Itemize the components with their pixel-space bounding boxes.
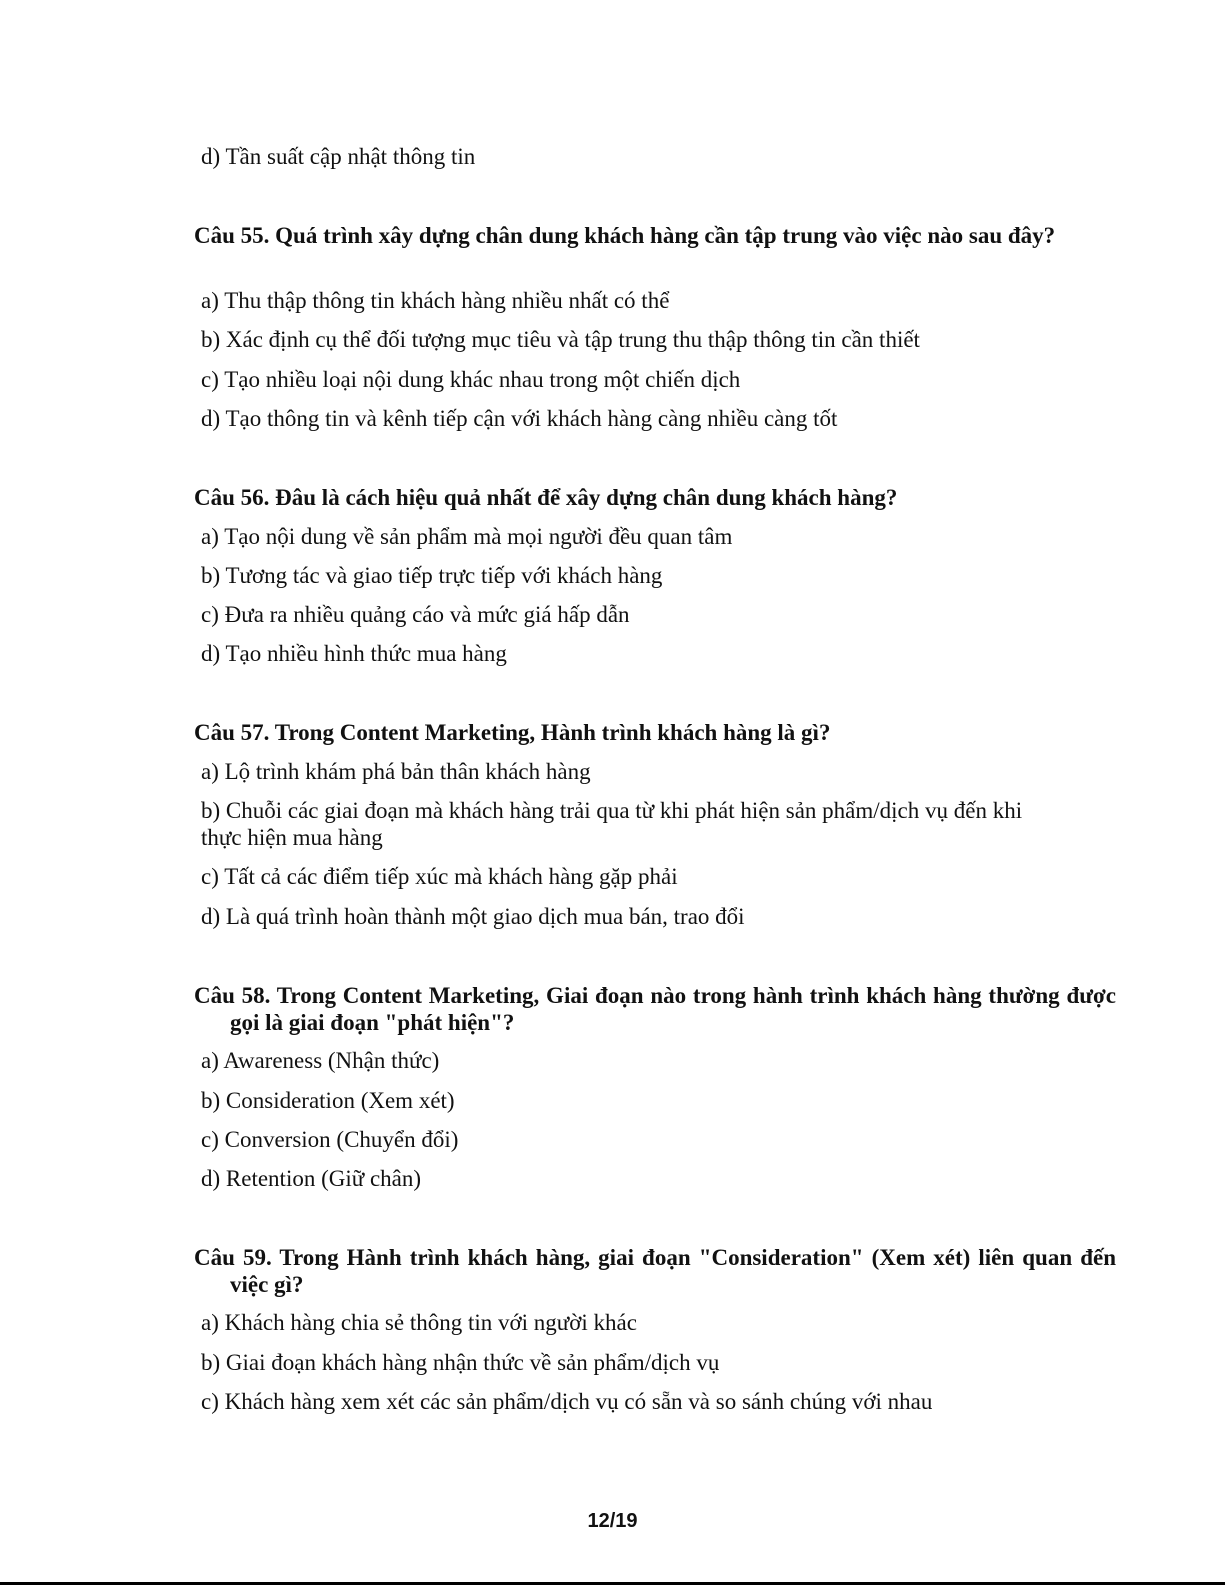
page-number: 12/19 xyxy=(587,1510,638,1532)
question-title: Câu 55. Quá trình xây dựng chân dung khách hàng cần tập trung vào việc nào sau đây? xyxy=(194,223,1056,248)
option-text: d) Tần suất cập nhật thông tin xyxy=(201,144,476,169)
option-text: d) Tạo thông tin và kênh tiếp cận với khách hàng càng nhiều càng tốt xyxy=(201,406,838,431)
question-title: Câu 56. Đâu là cách hiệu quả nhất để xây dựng chân dung khách hàng? xyxy=(194,485,898,510)
option-text: b) Xác định cụ thể đối tượng mục tiêu và tập trung thu thập thông tin cần thiết xyxy=(201,327,920,352)
question-title: Câu 59. Trong Hành trình khách hàng, giai đoạn "Consideration" (Xem xét) liên quan đến việc gì? xyxy=(194,1245,1116,1297)
option-text: c) Đưa ra nhiều quảng cáo và mức giá hấp dẫn xyxy=(201,602,630,627)
option-text: c) Tất cả các điểm tiếp xúc mà khách hàng gặp phải xyxy=(201,864,678,889)
option-text: a) Thu thập thông tin khách hàng nhiều nhất có thể xyxy=(201,288,670,313)
option-text: c) Khách hàng xem xét các sản phẩm/dịch vụ có sẵn và so sánh chúng với nhau xyxy=(201,1389,933,1414)
option-text: a) Awareness (Nhận thức) xyxy=(201,1048,440,1073)
option-text: c) Tạo nhiều loại nội dung khác nhau trong một chiến dịch xyxy=(201,367,741,392)
option-text: b) Chuỗi các giai đoạn mà khách hàng trải qua từ khi phát hiện sản phẩm/dịch vụ đến khi thực hiện mua hàng xyxy=(201,798,1023,850)
option-text: d) Là quá trình hoàn thành một giao dịch mua bán, trao đổi xyxy=(201,904,745,929)
option-text: d) Retention (Giữ chân) xyxy=(201,1166,422,1191)
question-title: Câu 57. Trong Content Marketing, Hành trình khách hàng là gì? xyxy=(194,720,831,745)
question-title: Câu 58. Trong Content Marketing, Giai đoạn nào trong hành trình khách hàng thường được gọi là giai đoạn "phát hiện"? xyxy=(194,983,1116,1035)
option-text: a) Tạo nội dung về sản phẩm mà mọi người đều quan tâm xyxy=(201,524,733,549)
option-text: c) Conversion (Chuyển đổi) xyxy=(201,1127,459,1152)
option-text: a) Lộ trình khám phá bản thân khách hàng xyxy=(201,759,591,784)
option-text: b) Giai đoạn khách hàng nhận thức về sản phẩm/dịch vụ xyxy=(201,1350,720,1375)
option-text: a) Khách hàng chia sẻ thông tin với người khác xyxy=(201,1310,637,1335)
option-text: b) Consideration (Xem xét) xyxy=(201,1088,455,1113)
option-text: d) Tạo nhiều hình thức mua hàng xyxy=(201,641,507,666)
option-text: b) Tương tác và giao tiếp trực tiếp với khách hàng xyxy=(201,563,663,588)
